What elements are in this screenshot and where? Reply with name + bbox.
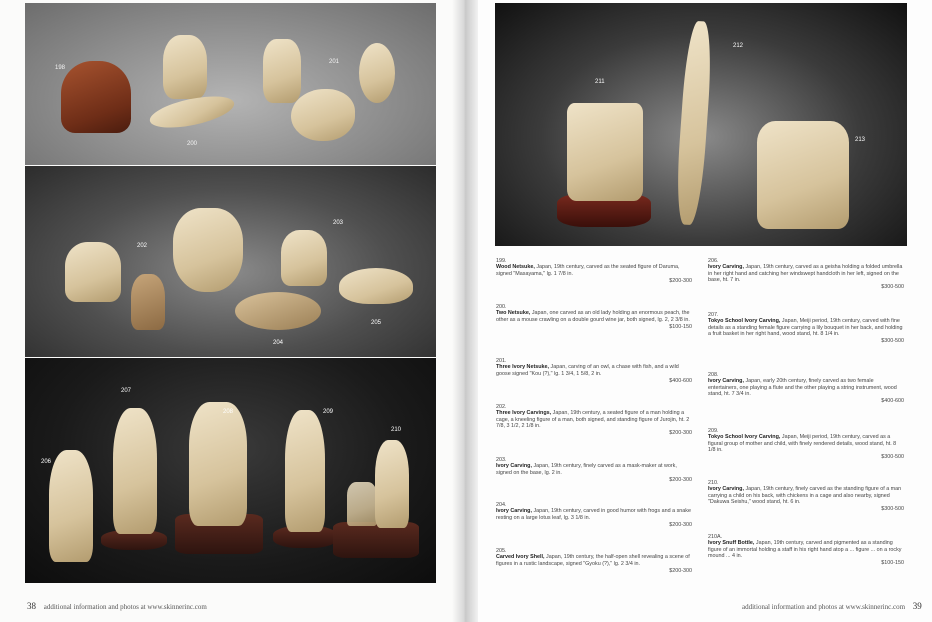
footer-left <box>27 601 207 611</box>
lot-entry-price: $400-600 <box>669 377 692 384</box>
lot-entry-number: 199. <box>496 258 507 264</box>
wood-stand-210 <box>333 522 419 558</box>
lot-entry-text: Japan, early 20th century, finely carved as two female entertainers, one playing a flute and the other playing a string instrument, wood stand, ht. 7 3/4 in. <box>708 378 897 397</box>
lot-entry-title: Ivory Carving, <box>708 486 744 493</box>
lot-entry-207 <box>708 312 904 344</box>
jurojin-figure <box>131 274 165 330</box>
lot-entry-number: 208. <box>708 372 719 378</box>
lot-entry-text: Japan, 19th century, carved and pigmented as a standing figure of an immortal holding a staff in his right hand atop a ... figure ... on a rocky mound ... 4 in. <box>708 540 902 559</box>
lot-entry-price: $200-300 <box>669 476 692 483</box>
lot-entry-price: $300-500 <box>881 506 904 513</box>
lot-entry-title: Carved Ivory Shell, <box>496 554 545 561</box>
lot-entry-price: $300-500 <box>881 284 904 291</box>
lot-label-202: 202 <box>137 243 148 249</box>
lot-entry-text: Japan, 19th century, carved in good humor with frogs and a snake resting on a large lotus leaf, lg. 3 1/8 in. <box>496 508 691 521</box>
lot-entry-number: 210. <box>708 480 719 486</box>
photo-lots-206-210 <box>25 358 436 583</box>
lot-entry-title: Ivory Carving, <box>708 378 744 385</box>
lot-entry-text: Japan, Meiji period, 19th century, carved as a figural group of mother and child, with finely rendered details, wood stand, ht. 8 1/8 in. <box>708 434 897 453</box>
lot-entry-title: Wood Netsuke, <box>496 264 535 271</box>
lot-entry-price: $200-300 <box>669 521 692 528</box>
lot-entry-209 <box>708 428 904 460</box>
lot-entry-203 <box>496 457 692 483</box>
photo-lots-202-205 <box>25 166 436 357</box>
owl-figure <box>263 39 301 103</box>
lot-entry-title: Tokyo School Ivory Carving, <box>708 434 781 441</box>
man-with-child-figure <box>375 440 409 528</box>
lot-label-206: 206 <box>41 459 52 465</box>
lot-entry-title: Ivory Carving, <box>496 508 532 515</box>
lot-entry-title: Ivory Snuff Bottle, <box>708 540 755 547</box>
kneeling-man-figure <box>281 230 327 286</box>
lot-entry-text: Japan, 19th century, a seated figure of a man holding a cage, a kneeling figure of a man, both signed, and standing figure of Jurojin, ht. 2 7/8, 3 1/2, 2 1/8 in. <box>496 410 690 429</box>
page-number-right: 39 <box>912 601 922 611</box>
lot-entry-title: Ivory Carving, <box>708 264 744 271</box>
lot-entry-price: $200-300 <box>669 567 692 574</box>
tusk-carving-figure <box>674 20 714 225</box>
lot-entry-205 <box>496 548 692 574</box>
geisha-umbrella-figure <box>49 450 93 562</box>
fish-carving-figure <box>359 43 395 103</box>
lot-entry-price: $200-300 <box>669 277 692 284</box>
carved-shell-figure <box>339 268 413 304</box>
lot-label-207: 207 <box>121 388 132 394</box>
lot-entry-price: $400-600 <box>881 398 904 405</box>
lot-entry-price: $100-150 <box>669 323 692 330</box>
lot-entry-206 <box>708 258 904 290</box>
footer-right <box>742 601 922 611</box>
lily-bouquet-figure <box>113 408 157 534</box>
lot-entry-title: Ivory Carving, <box>496 463 532 470</box>
lot-entry-204 <box>496 502 692 528</box>
lot-entry-title: Two Netsuke, <box>496 310 531 317</box>
daruma-figure <box>61 61 131 133</box>
lot-entry-number: 200. <box>496 304 507 310</box>
lot-label-210: 210 <box>391 427 402 433</box>
lot-entry-price: $100-150 <box>881 560 904 567</box>
lot-entry-210a <box>708 534 904 566</box>
page-gutter <box>452 0 478 622</box>
lot-entry-202 <box>496 404 692 436</box>
lot-descriptions <box>496 258 908 588</box>
goose-figure <box>291 89 355 141</box>
lot-entry-number: 201. <box>496 358 507 364</box>
lot-entry-number: 204. <box>496 502 507 508</box>
page-number-left: 38 <box>27 601 36 611</box>
lot-entry-number: 202. <box>496 404 507 410</box>
lot-entry-text: Japan, 19th century, finely carved as a mask-maker at work, signed on the base, lg. 2 in. <box>496 463 677 476</box>
lot-label-201: 201 <box>329 59 340 65</box>
lot-entry-price: $300-500 <box>881 454 904 461</box>
lot-entry-201 <box>496 358 692 384</box>
footer-link-right[interactable]: additional information and photos at www.skinnerinc.com <box>742 603 906 611</box>
lot-entry-text: Japan, carving of an owl, a chase with fish, and a wild goose signed "Kou (?)," lg. 1 3/4, 1 5/8, 2 in. <box>496 364 679 377</box>
lot-entry-text: Japan, Meiji period, 19th century, carved with fine details as a standing female figure carrying a lily bouquet in her back, and holding a fruit basket in her right hand, wood stand, ht. 8 1/4 in. <box>708 318 903 337</box>
lot-entry-title: Three Ivory Carvings, <box>496 410 552 417</box>
lot-label-212: 212 <box>733 43 744 49</box>
lot-entry-200 <box>496 304 692 330</box>
frog-lotus-figure <box>235 292 321 330</box>
lot-entry-199 <box>496 258 692 284</box>
lot-entry-number: 203. <box>496 457 507 463</box>
mask-maker-figure <box>173 208 243 292</box>
lot-label-205: 205 <box>371 320 382 326</box>
lot-entry-number: 205. <box>496 548 507 554</box>
lot-label-208: 208 <box>223 409 234 415</box>
photo-lots-211-213 <box>495 3 907 246</box>
mother-child-figure <box>285 410 325 532</box>
lot-label-213: 213 <box>855 137 866 143</box>
lot-entry-number: 209. <box>708 428 719 434</box>
lot-label-204: 204 <box>273 340 284 346</box>
lot-entry-number: 207. <box>708 312 719 318</box>
lot-entry-price: $200-300 <box>669 430 692 437</box>
lot-entry-number: 206. <box>708 258 719 264</box>
chicken-cage-figure <box>347 482 377 526</box>
lot-label-209: 209 <box>323 409 334 415</box>
brush-pot-figure <box>567 103 643 201</box>
cage-man-figure <box>65 242 121 302</box>
lot-entry-210 <box>708 480 904 512</box>
lot-label-200: 200 <box>187 141 198 147</box>
lot-entry-title: Tokyo School Ivory Carving, <box>708 318 781 325</box>
lot-entry-title: Three Ivory Netsuke, <box>496 364 550 371</box>
peach-lady-figure <box>163 35 207 99</box>
lot-label-198: 198 <box>55 65 66 71</box>
photo-lots-198-201 <box>25 3 436 165</box>
entertainers-figure <box>189 402 247 526</box>
lot-label-211: 211 <box>595 79 605 85</box>
lot-entry-text: Japan, 19th century, carved as the seated figure of Daruma, signed "Masayama," lg. 1 7/8 in. <box>496 264 680 277</box>
lot-entry-text: Japan, 19th century, the half-open shell revealing a scene of figures in a rustic landscape, signed "Gyoku (?)," lg. 2 3/4 in. <box>496 554 690 567</box>
lot-entry-text: Japan, one carved as an old lady holding an enormous peach, the other as a mouse crawling on a double gourd wine jar, both signed, lg. 2, 2 3/8 in. <box>496 310 690 323</box>
lot-entry-208 <box>708 372 904 404</box>
lot-entry-price: $300-500 <box>881 338 904 345</box>
carved-vessel-figure <box>757 121 849 229</box>
lot-entry-text: Japan, 19th century, carved as a geisha holding a folded umbrella in her right hand and catching her windswept handcloth in her left, signed on the base, ht. 7 in. <box>708 264 903 283</box>
lot-label-203: 203 <box>333 220 344 226</box>
lot-entry-text: Japan, 19th century, finely carved as the standing figure of a man carrying a child on his back, with chickens in a cage and also nearby, signed "Dakuwa Seishu," wood stand, ht. 6 in. <box>708 486 902 505</box>
lot-entry-number: 210A. <box>708 534 723 540</box>
footer-link-left[interactable]: additional information and photos at www.skinnerinc.com <box>43 603 207 611</box>
